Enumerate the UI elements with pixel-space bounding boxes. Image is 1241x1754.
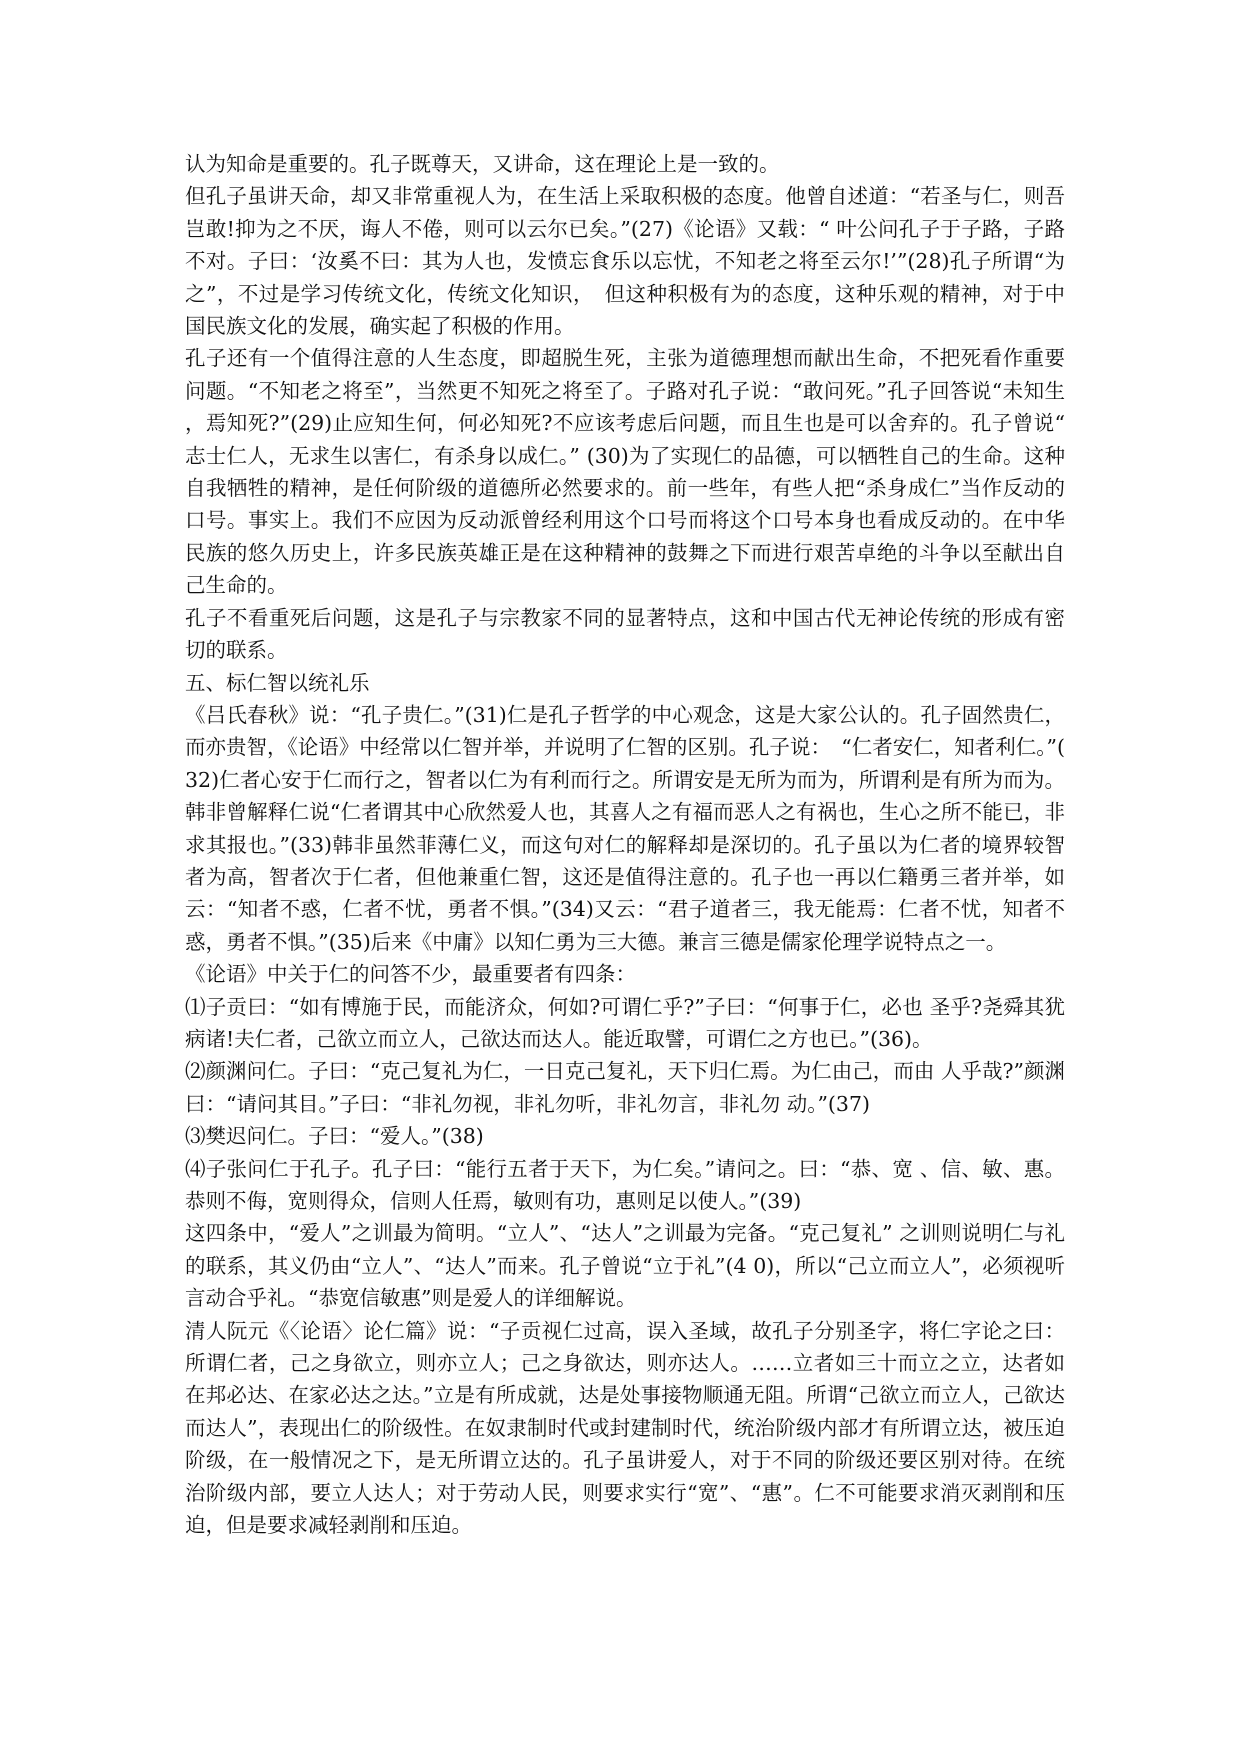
list-item-fanchi: ⑶樊迟问仁。子曰：“爱人。”(38) xyxy=(185,1124,484,1149)
list-item-yanyuan: ⑵颜渊问仁。子曰：“克己复礼为仁，一日克己复礼，天下归仁焉。为仁由己，而由 人乎哉?”颜渊曰：“请问其目。”子曰：“非礼勿视，非礼勿听，非礼勿言，非礼勿 动。”(37) xyxy=(185,1059,1065,1116)
paragraph-fate-consistency: 认为知命是重要的。孔子既尊天，又讲命，这在理论上是一致的。 xyxy=(185,152,780,176)
paragraph-no-afterlife: 孔子不看重死后问题，这是孔子与宗教家不同的显著特点，这和中国古代无神论传统的形成有密切的联系。 xyxy=(185,605,1065,663)
list-item-zigong: ⑴子贡曰：“如有博施于民，而能济众，何如?可谓仁乎?”子曰：“何事于仁，必也 圣乎?尧舜其犹病诸!夫仁者，己欲立而立人，己欲达而达人。能近取譬，可谓仁之方也已。”(36)。 xyxy=(185,994,1065,1051)
paragraph-ren-and-zhi: 《吕氏春秋》说：“孔子贵仁。”(31)仁是孔子哲学的中心观念，这是大家公认的。孔子固然贵仁，而亦贵智，《论语》中经常以仁智并举，并说明了仁智的区别。孔子说： “仁者安仁，知者利仁。”(32)仁者心安于仁而行之，智者以仁为有利而行之。所谓安是无所为而为，所谓利是有所为而为。韩非曾解释仁说“仁者谓其中心欣然爱人也，其喜人之有福而恶人之有祸也，生心之所不能已，非求其报也。”(33)韩非虽然菲薄仁义，而这句对仁的解释却是深切的。孔子虽以为仁者的境界较智者为高，智者次于仁者，但他兼重仁智，这还是值得注意的。孔子也一再以仁籍勇三者并举，如云：“知者不惑，仁者不忧，勇者不惧。”(34)又云：“君子道者三，我无能焉：仁者不忧，知者不惑，勇者不惧。”(35)后来《中庸》以知仁勇为三大德。兼言三德是儒家伦理学说特点之一。 xyxy=(185,702,1065,954)
paragraph-four-dialogues-intro: 《论语》中关于仁的问答不少，最重要者有四条： xyxy=(185,962,636,987)
document-page xyxy=(185,148,1065,1541)
paragraph-ruanyuan-commentary: 清人阮元《〈论语〉论仁篇》说：“子贡视仁过高，误入圣域，故孔子分别圣字，将仁字论之曰：所谓仁者，己之身欲立，则亦立人；己之身欲达，则亦达人。……立者如三十而立之立，达者如在邦必达、在家必达之达。”立是有所成就，达是处事接物顺通无阻。所谓“己欲立而立人，己欲达而达人”，表现出仁的阶级性。在奴隶制时代或封建制时代，统治阶级内部才有所谓立达，被压迫阶级，在一般情况之下，是无所谓立达的。孔子虽讲爱人，对于不同的阶级还要区别对待。在统治阶级内部，要立人达人；对于劳动人民，则要求实行“宽”、“惠”。仁不可能要求消灭剥削和压迫，但是要求减轻剥削和压迫。 xyxy=(185,1318,1065,1538)
paragraph-life-and-death: 孔子还有一个值得注意的人生态度，即超脱生死，主张为道德理想而献出生命，不把死看作重要问题。“不知老之将至”，当然更不知死之将至了。子路对孔子说：“敢问死。”孔子回答说“未知生，焉知死?”(29)止应知生何，何必知死?不应该考虑后问题，而且生也是可以舍弃的。孔子曾说“志士仁人，无求生以害仁，有杀身以成仁。” (30)为了实现仁的品德，可以牺牲自己的生命。这种自我牺牲的精神，是任何阶级的道德所必然要求的。前一些年，有些人把“杀身成仁”当作反动的口号。事实上。我们不应因为反动派曾经利用这个口号而将这个口号本身也看成反动的。在中华民族的悠久历史上，许多民族英雄正是在这种精神的鼓舞之下而进行艰苦卓绝的斗争以至献出自己生命的。 xyxy=(185,346,1065,598)
list-item-zizhang: ⑷子张问仁于孔子。孔子曰：“能行五者于天下，为仁矣。”请问之。曰：“恭、宽 、信、敏、惠。恭则不侮，宽则得众，信则人任焉，敏则有功，惠则足以使人。”(39) xyxy=(185,1156,1065,1213)
paragraph-human-effort: 但孔子虽讲天命，却又非常重视人为，在生活上采取积极的态度。他曾自述道：“若圣与仁，则吾岂敢!抑为之不厌，诲人不倦，则可以云尔已矣。”(27)《论语》又载：“ 叶公问孔子于子路，子路不对。子曰：‘汝奚不曰：其为人也，发愤忘食乐以忘忧，不知老之将至云尔!’”(28)孔子所谓“为之”，不过是学习传统文化，传统文化知识， 但这种积极有为的态度，这种乐观的精神，对于中国民族文化的发展，确实起了积极的作用。 xyxy=(185,184,1065,339)
paragraph-four-dialogues-summary: 这四条中，“爱人”之训最为简明。“立人”、“达人”之训最为完备。“克己复礼” 之训则说明仁与礼的联系，其义仍由“立人”、“达人”而来。孔子曾说“立于礼”(4 0)，所以“己立而立人”，必须视听言动合乎礼。“恭宽信敏惠”则是爱人的详细解说。 xyxy=(185,1221,1065,1311)
section-heading: 五、标仁智以统礼乐 xyxy=(185,670,370,695)
